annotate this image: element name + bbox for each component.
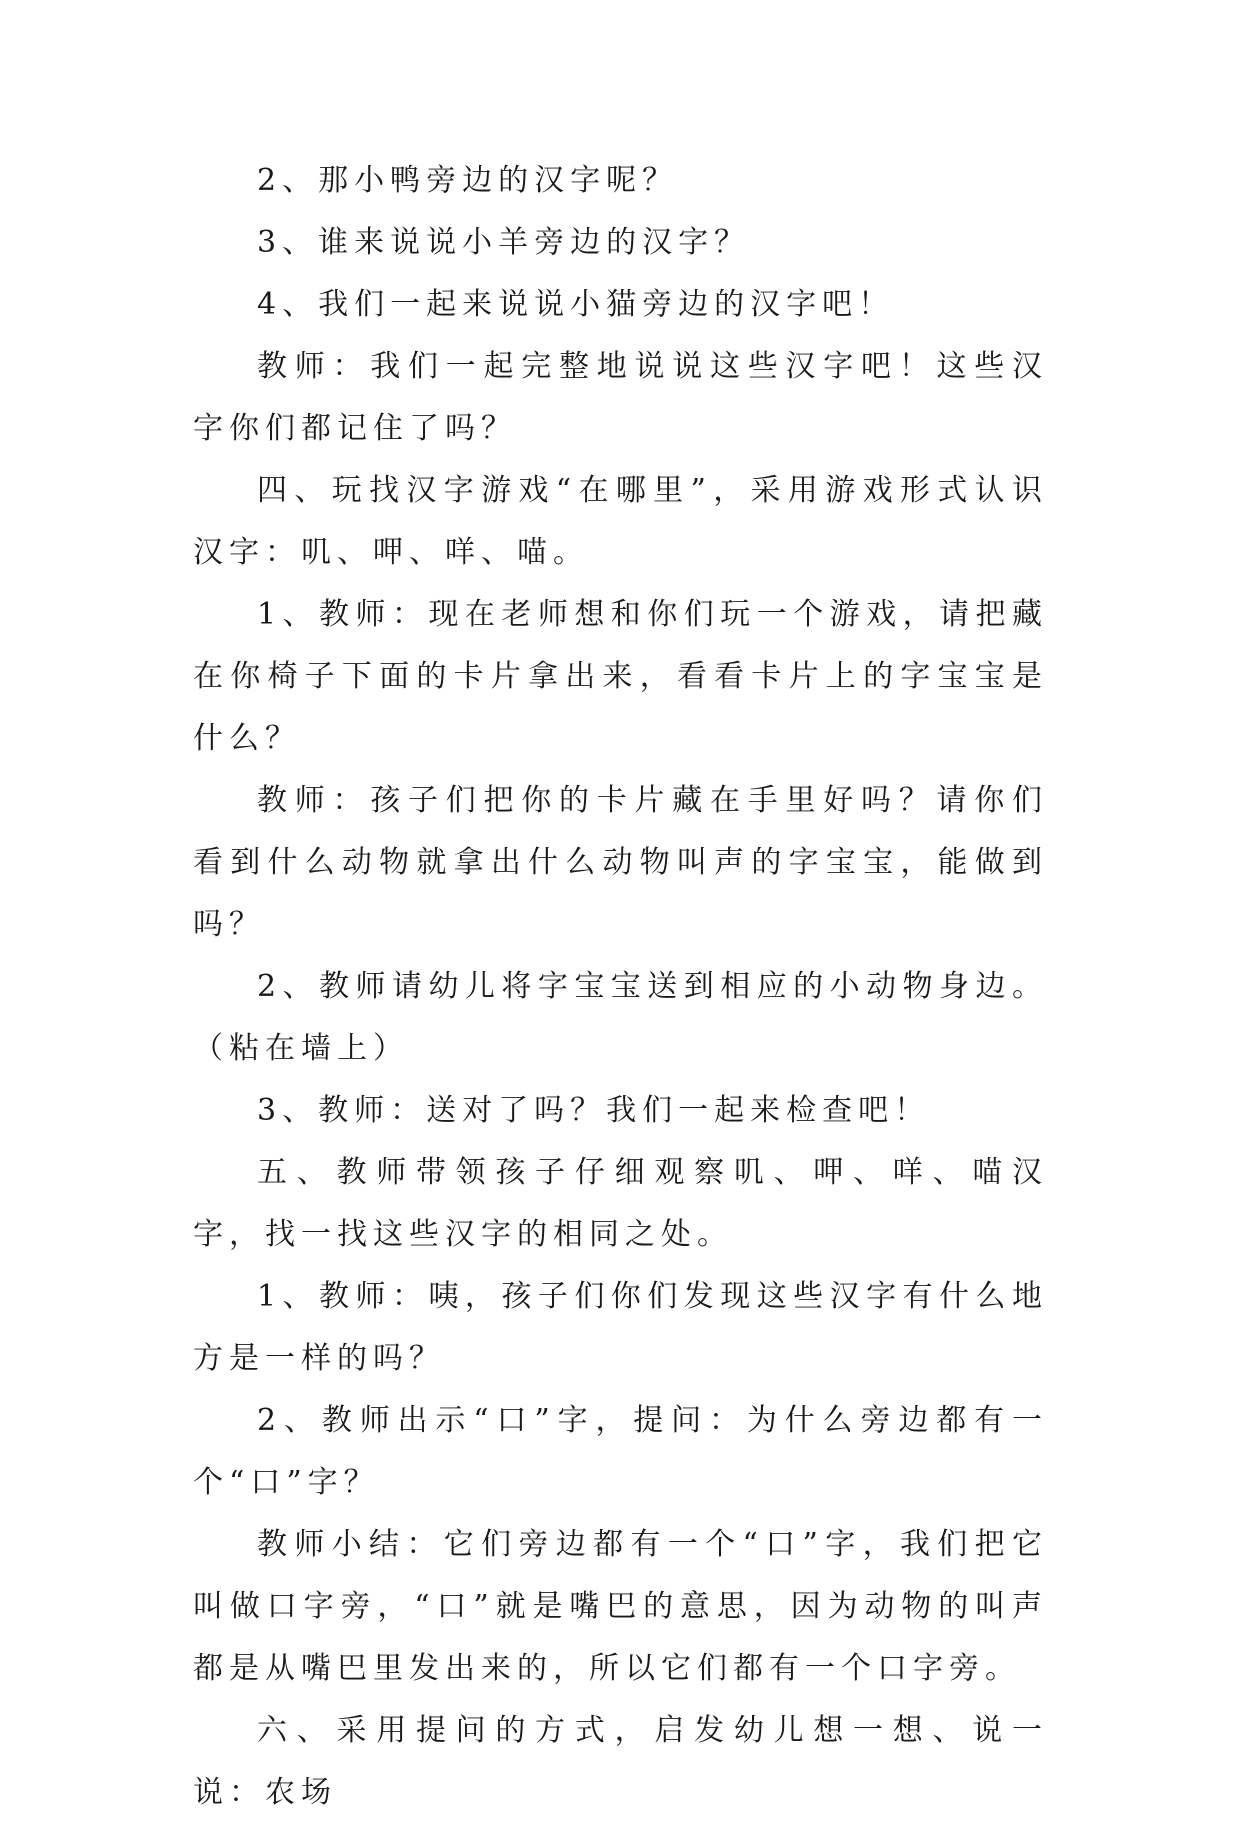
paragraph: 教师：我们一起完整地说说这些汉字吧！这些汉字你们都记住了吗？ <box>193 349 1048 446</box>
paragraph: 六、采用提问的方式，启发幼儿想一想、说一说：农场 <box>193 1713 1048 1810</box>
paragraph: 四、玩找汉字游戏“在哪里”，采用游戏形式认识汉字：叽、呷、咩、喵。 <box>193 473 1048 570</box>
paragraph: 五、教师带领孩子仔细观察叽、呷、咩、喵汉字，找一找这些汉字的相同之处。 <box>193 1155 1048 1252</box>
paragraph: 4、我们一起来说说小猫旁边的汉字吧！ <box>257 287 895 322</box>
paragraph: 2、教师请幼儿将字宝宝送到相应的小动物身边。（粘在墙上） <box>193 969 1048 1066</box>
document-page <box>193 150 1048 1824</box>
paragraph: 3、谁来说说小羊旁边的汉字？ <box>257 225 751 260</box>
paragraph: 2、教师出示“口”字，提问：为什么旁边都有一个“口”字？ <box>193 1403 1048 1500</box>
paragraph: 1、教师：现在老师想和你们玩一个游戏，请把藏在你椅子下面的卡片拿出来，看看卡片上的字宝宝是什么？ <box>193 597 1048 756</box>
paragraph: 教师：孩子们把你的卡片藏在手里好吗？请你们看到什么动物就拿出什么动物叫声的字宝宝，能做到吗？ <box>193 783 1048 942</box>
paragraph: 2、那小鸭旁边的汉字呢？ <box>257 163 679 198</box>
paragraph: 3、教师：送对了吗？我们一起来检查吧！ <box>257 1093 931 1128</box>
paragraph: 1、教师：咦，孩子们你们发现这些汉字有什么地方是一样的吗？ <box>193 1279 1048 1376</box>
paragraph: 教师小结：它们旁边都有一个“口”字，我们把它叫做口字旁，“口”就是嘴巴的意思，因为动物的叫声都是从嘴巴里发出来的，所以它们都有一个口字旁。 <box>193 1527 1048 1686</box>
